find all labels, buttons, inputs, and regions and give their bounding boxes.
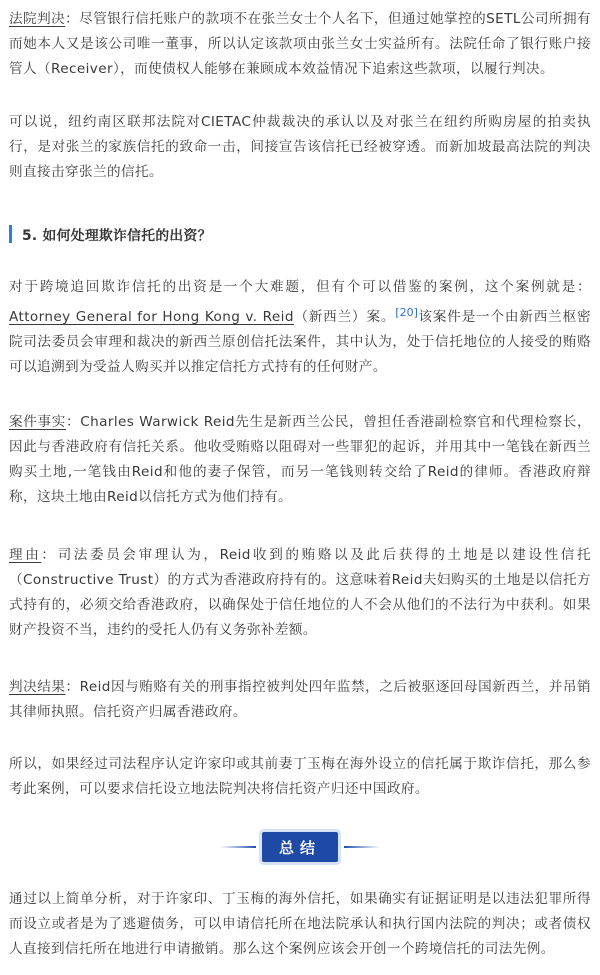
heading-accent-bar: [9, 225, 12, 243]
verdict-paragraph: [9, 675, 591, 725]
conclusion-text: 所以，如果经过司法程序认定许家印或其前妻丁玉梅在海外设立的信托属于欺诈信托，那么参考此案例，可以要求信托设立地法院判决将信托资产归还中国政府。: [9, 756, 591, 797]
summary-line-left: [220, 846, 256, 848]
summary-badge: 总结: [262, 832, 338, 862]
summary-divider: [0, 830, 600, 864]
summary-line-right: [344, 846, 380, 848]
case-intro-text-1: 对于跨境追回欺诈信托的出资是一个大难题，但有个可以借鉴的案例，这个案例就是：: [9, 279, 591, 295]
case-facts-label: 案件事实: [9, 414, 66, 430]
case-intro-text-3: 该案件是一个由新西兰枢密院司法委员会审理和裁决的新西兰原创信托法案件，其中认为，处于信托地位的人接受的贿赂可以追溯到为受益人购买并以推定信托方式持有的任何财产。: [9, 309, 591, 375]
case-intro-paragraph: [9, 275, 591, 380]
case-name: Attorney General for Hong Kong v. Reid: [9, 309, 294, 325]
reasoning-text: ：司法委员会审理认为，Reid收到的贿赂以及此后获得的土地是以建设性信托（Constructive Trust）的方式为香港政府持有的。这意味着Reid夫妇购买的土地是以信托方式持有的，必须交给香港政府，以确保处于信任地位的人不会从他们的不法行为中获利。如果财产投资不当，违约的受托人仍有义务弥补差额。: [9, 547, 591, 638]
summary-paragraph: [9, 887, 591, 962]
verdict-text: ：Reid因与贿赂有关的刑事指控被判处四年监禁，之后被驱逐回母国新西兰，并吊销其律师执照。信托资产归属香港政府。: [9, 679, 591, 720]
court-judgment-label: 法院判决: [9, 11, 66, 27]
analysis-paragraph: [9, 110, 591, 185]
summary-text: 通过以上简单分析，对于许家印、丁玉梅的海外信托，如果确实有证据证明是以违法犯罪所得而设立或者是为了逃避债务，可以申请信托所在地法院承认和执行国内法院的判决；或者债权人直接到信托所在地进行申请撤销。那么这个案例应该会开创一个跨境信托的司法先例。: [9, 891, 591, 957]
verdict-label: 判决结果: [9, 679, 66, 695]
section-heading: [9, 224, 212, 244]
reasoning-paragraph: [9, 543, 591, 643]
court-judgment-text: ：尽管银行信托账户的款项不在张兰女士个人名下，但通过她掌控的SETL公司所拥有而她本人又是该公司唯一董事，所以认定该款项由张兰女士实益所有。法院任命了银行账户接管人（Receiver），而使债权人能够在兼顾成本效益情况下追索这些款项，以履行判决。: [9, 11, 591, 77]
reference-link[interactable]: [20]: [395, 306, 418, 319]
analysis-text: 可以说，纽约南区联邦法院对CIETAC仲裁裁决的承认以及对张兰在纽约所购房屋的拍卖执行，是对张兰的家族信托的致命一击，间接宣告该信托已经被穿透。而新加坡最高法院的判决则直接击穿张兰的信托。: [9, 114, 591, 180]
reasoning-label: 理由: [9, 547, 42, 563]
section-title: 5. 如何处理欺诈信托的出资？: [22, 228, 212, 244]
case-facts-text: ：Charles Warwick Reid先生是新西兰公民，曾担任香港副检察官和代理检察长，因此与香港政府有信托关系。他收受贿赂以阻碍对一些罪犯的起诉，并用其中一笔钱在新西兰购买土地,一笔钱由Reid和他的妻子保管，而另一笔钱则转交给了Reid的律师。香港政府辩称，这块土地由Reid以信托方式为他们持有。: [9, 414, 592, 505]
court-judgment-paragraph: [9, 7, 591, 82]
case-intro-text-2: （新西兰）案。: [293, 309, 396, 325]
case-facts-paragraph: [9, 410, 591, 510]
conclusion-paragraph: [9, 752, 591, 802]
